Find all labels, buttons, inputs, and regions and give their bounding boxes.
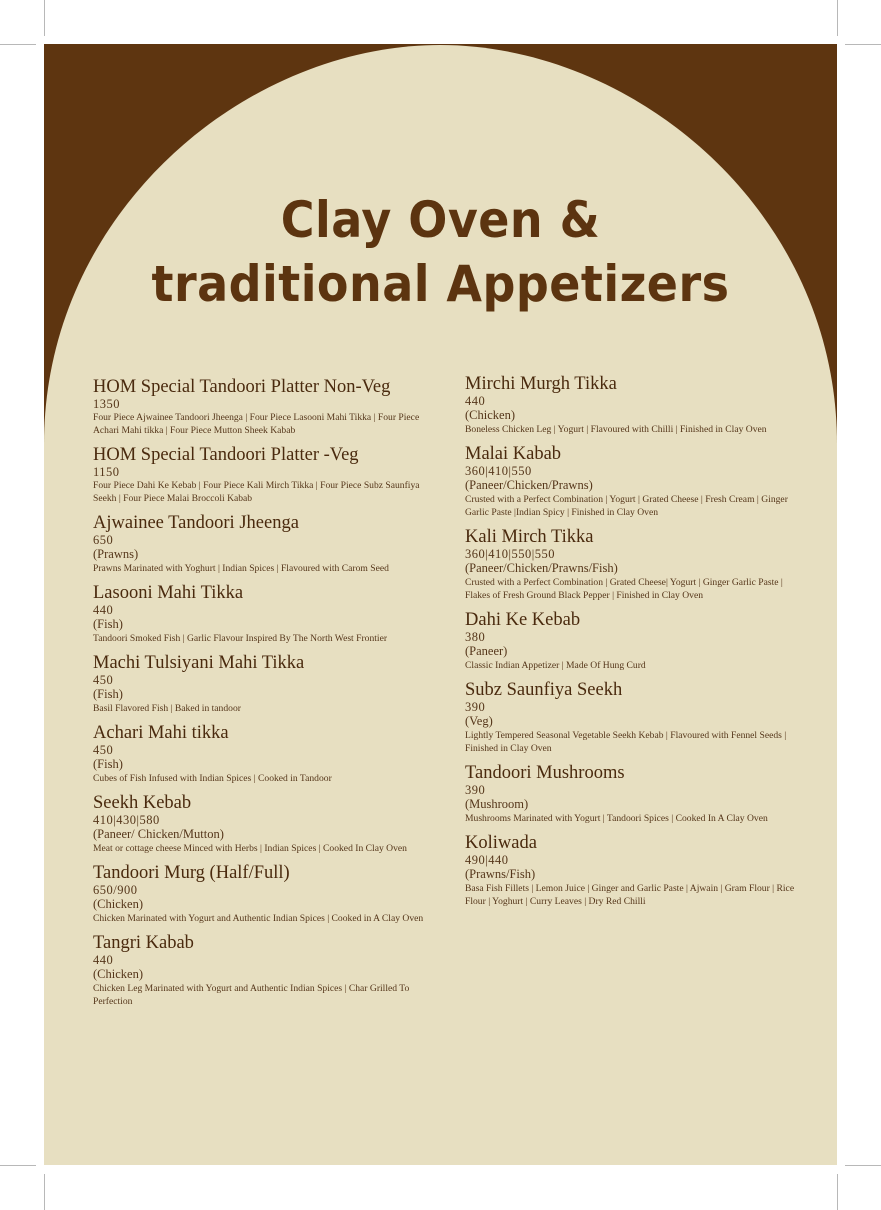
item-description: Four Piece Dahi Ke Kebab | Four Piece Kali Mirch Tikka | Four Piece Subz Saunfiya Seekh | Four Piece Malai Broccoli Kabab <box>93 480 420 504</box>
menu-item <box>465 444 795 519</box>
left-menu-column <box>93 377 428 1016</box>
crop-mark <box>44 1174 45 1210</box>
item-name: HOM Special Tandoori Platter Non-Veg <box>93 377 391 397</box>
item-description: Chicken Marinated with Yogurt and Authentic Indian Spices | Cooked in A Clay Oven <box>93 913 424 924</box>
item-category: (Chicken) <box>465 408 515 422</box>
menu-page <box>44 44 837 1165</box>
menu-item <box>93 377 428 437</box>
menu-item <box>93 653 428 715</box>
crop-mark <box>837 0 838 36</box>
item-category: (Fish) <box>93 617 123 631</box>
item-name: Tandoori Mushrooms <box>465 763 625 783</box>
menu-item <box>93 723 428 785</box>
item-description: Meat or cottage cheese Minced with Herbs | Indian Spices | Cooked In Clay Oven <box>93 843 407 854</box>
item-description: Crusted with a Perfect Combination | Yogurt | Grated Cheese | Fresh Cream | Ginger Garlic Paste |Indian Spicy | Finished in Clay Oven <box>465 494 788 518</box>
item-description: Basa Fish Fillets | Lemon Juice | Ginger and Garlic Paste | Ajwain | Gram Flour | Rice Flour | Yoghurt | Curry Leaves | Dry Red Chilli <box>465 883 795 907</box>
title-line-1: Clay Oven & <box>280 191 601 249</box>
item-description: Lightly Tempered Seasonal Vegetable Seekh Kebab | Flavoured with Fennel Seeds | Finished in Clay Oven <box>465 730 787 754</box>
item-description: Classic Indian Appetizer | Made Of Hung Curd <box>465 660 646 671</box>
menu-item <box>465 610 795 672</box>
item-name: Lasooni Mahi Tikka <box>93 583 244 603</box>
item-name: Subz Saunfiya Seekh <box>465 680 623 700</box>
item-description: Crusted with a Perfect Combination | Grated Cheese| Yogurt | Ginger Garlic Paste | Flakes of Fresh Ground Black Pepper | Finished in Clay Oven <box>465 577 783 601</box>
item-category: (Chicken) <box>93 897 143 911</box>
item-category: (Paneer/Chicken/Prawns) <box>465 478 593 492</box>
crop-mark <box>0 1165 36 1166</box>
item-price: 390 <box>465 783 486 797</box>
right-menu-column <box>465 374 795 916</box>
item-name: Dahi Ke Kebab <box>465 610 581 630</box>
menu-item <box>465 527 795 602</box>
item-name: Tangri Kabab <box>93 933 194 953</box>
item-description: Four Piece Ajwainee Tandoori Jheenga | Four Piece Lasooni Mahi Tikka | Four Piece Achari Mahi tikka | Four Piece Mutton Sheek Kabab <box>93 412 420 436</box>
item-name: Kali Mirch Tikka <box>465 527 594 547</box>
item-price: 360|410|550|550 <box>465 547 556 561</box>
item-name: Tandoori Murg (Half/Full) <box>93 863 290 883</box>
menu-item <box>465 763 795 825</box>
menu-item <box>465 833 795 908</box>
item-category: (Chicken) <box>93 967 143 981</box>
item-price: 360|410|550 <box>465 464 532 478</box>
menu-item <box>93 445 428 505</box>
item-price: 1350 <box>93 397 120 411</box>
item-category: (Mushroom) <box>465 797 529 811</box>
item-description: Chicken Leg Marinated with Yogurt and Authentic Indian Spices | Char Grilled To Perfection <box>93 983 410 1007</box>
item-price: 450 <box>93 673 114 687</box>
item-price: 450 <box>93 743 114 757</box>
menu-item <box>93 513 428 575</box>
item-name: Machi Tulsiyani Mahi Tikka <box>93 653 305 673</box>
item-description: Mushrooms Marinated with Yogurt | Tandoori Spices | Cooked In A Clay Oven <box>465 813 768 824</box>
title-line-2: traditional Appetizers <box>151 255 730 313</box>
item-description: Cubes of Fish Infused with Indian Spices | Cooked in Tandoor <box>93 773 332 784</box>
item-category: (Prawns) <box>93 547 139 561</box>
item-price: 490|440 <box>465 853 509 867</box>
item-description: Tandoori Smoked Fish | Garlic Flavour Inspired By The North West Frontier <box>93 633 388 644</box>
item-price: 1150 <box>93 465 120 479</box>
item-category: (Fish) <box>93 757 123 771</box>
item-category: (Paneer/Chicken/Prawns/Fish) <box>465 561 618 575</box>
item-price: 650 <box>93 533 114 547</box>
item-category: (Veg) <box>465 714 493 728</box>
item-description: Basil Flavored Fish | Baked in tandoor <box>93 703 241 714</box>
item-description: Boneless Chicken Leg | Yogurt | Flavoured with Chilli | Finished in Clay Oven <box>465 424 767 435</box>
item-category: (Paneer) <box>465 644 508 658</box>
item-price: 410|430|580 <box>93 813 160 827</box>
item-name: Mirchi Murgh Tikka <box>465 374 617 394</box>
item-category: (Paneer/ Chicken/Mutton) <box>93 827 224 841</box>
menu-item <box>465 680 795 755</box>
menu-item <box>93 933 428 1008</box>
crop-mark <box>845 1165 881 1166</box>
menu-item <box>93 793 428 855</box>
crop-mark <box>0 44 36 45</box>
item-price: 380 <box>465 630 486 644</box>
item-category: (Prawns/Fish) <box>465 867 536 881</box>
menu-item <box>93 863 428 925</box>
menu-item <box>93 583 428 645</box>
crop-mark <box>837 1174 838 1210</box>
item-name: Achari Mahi tikka <box>93 723 229 743</box>
item-name: Ajwainee Tandoori Jheenga <box>93 513 299 533</box>
item-name: HOM Special Tandoori Platter -Veg <box>93 445 359 465</box>
item-name: Seekh Kebab <box>93 793 192 813</box>
item-price: 650/900 <box>93 883 138 897</box>
item-price: 390 <box>465 700 486 714</box>
item-description: Prawns Marinated with Yoghurt | Indian Spices | Flavoured with Carom Seed <box>93 563 389 574</box>
item-name: Malai Kabab <box>465 444 562 464</box>
item-price: 440 <box>93 603 114 617</box>
item-price: 440 <box>93 953 114 967</box>
menu-item <box>465 374 795 436</box>
crop-mark <box>845 44 881 45</box>
crop-mark <box>44 0 45 36</box>
item-price: 440 <box>465 394 486 408</box>
item-name: Koliwada <box>465 833 537 853</box>
item-category: (Fish) <box>93 687 123 701</box>
